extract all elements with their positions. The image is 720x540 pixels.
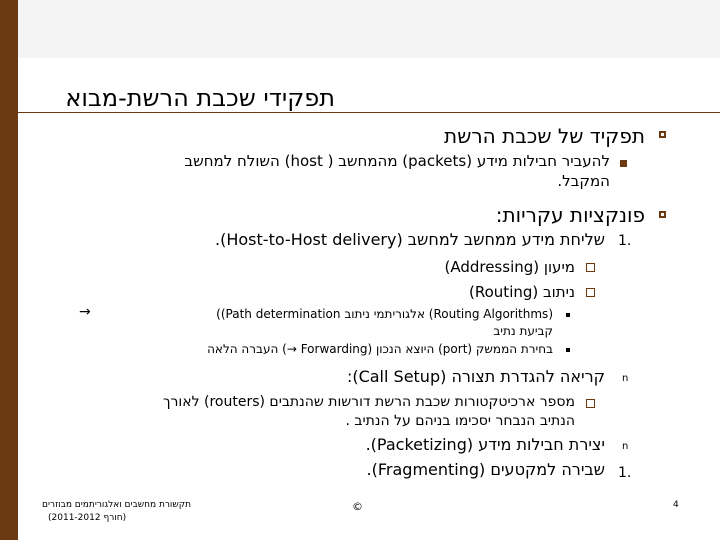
item-4-text: שבירה למקטעים (Fragmenting). [366, 460, 605, 479]
title-divider [18, 112, 720, 113]
footer-course-line-1: תקשורת מחשבים ואלגוריתמים מבוזרים [42, 500, 192, 510]
routing-algorithms-line-2: קביעת נתיב [493, 324, 553, 338]
item-2-sub-line-1: מספר ארכיטקטורות שכבת הרשת דורשות שהנתבים (routers) לאורך [162, 394, 575, 410]
footer-page-number: 4 [673, 500, 679, 510]
item-number: 1. [618, 465, 632, 481]
small-bullet-icon [566, 348, 570, 352]
slide-title: תפקידי שכבת הרשת-מבוא [65, 84, 335, 112]
left-accent-bar [0, 0, 18, 540]
item-bullet: n [622, 441, 629, 452]
filled-square-bullet-icon [620, 160, 627, 167]
small-bullet-icon [566, 313, 570, 317]
square-bullet-icon [586, 288, 595, 297]
square-bullet-icon [659, 211, 666, 218]
item-1-sub-routing: ניתוב (Routing) [469, 283, 575, 301]
footer-course-line-2: (חורף 2011-2012) [48, 513, 127, 523]
right-arrow-icon: → [79, 304, 91, 320]
role-line-1: להעביר חבילות מידע (packets) מהמחשב ( host) השולח למחשב [184, 152, 610, 170]
role-line-2: המקבל. [557, 172, 610, 190]
item-3-text: יצירת חבילות מידע (Packetizing). [365, 435, 605, 454]
item-2-sub-line-2: הנתיב הנבחר יסכימו בניהם על הנתיב . [345, 413, 575, 429]
functions-heading: פונקציות עקריות: [495, 203, 645, 227]
square-bullet-icon [659, 131, 666, 138]
square-bullet-icon [586, 263, 595, 272]
top-header-band [18, 0, 720, 58]
role-heading: תפקיד של שכבת הרשת [444, 124, 645, 148]
item-1-sub-addressing: מיעון (Addressing) [444, 258, 575, 276]
square-bullet-icon [586, 399, 595, 408]
footer-copyright: © [352, 500, 363, 513]
forwarding-line: בחירת הממשק (port) היוצא הנכון (Forwarding →) העברה הלאה [207, 342, 553, 356]
item-bullet: n [622, 373, 629, 384]
item-1-text: שליחת מידע ממחשב למחשב (Host-to-Host delivery). [215, 230, 605, 249]
item-number: 1. [618, 233, 632, 249]
routing-algorithms-line-1: (Routing Algorithms) אלגוריתמי ניתוב Path determination)) [216, 307, 553, 321]
item-2-text: קריאה להגדרת תצורה (Call Setup): [346, 367, 605, 386]
